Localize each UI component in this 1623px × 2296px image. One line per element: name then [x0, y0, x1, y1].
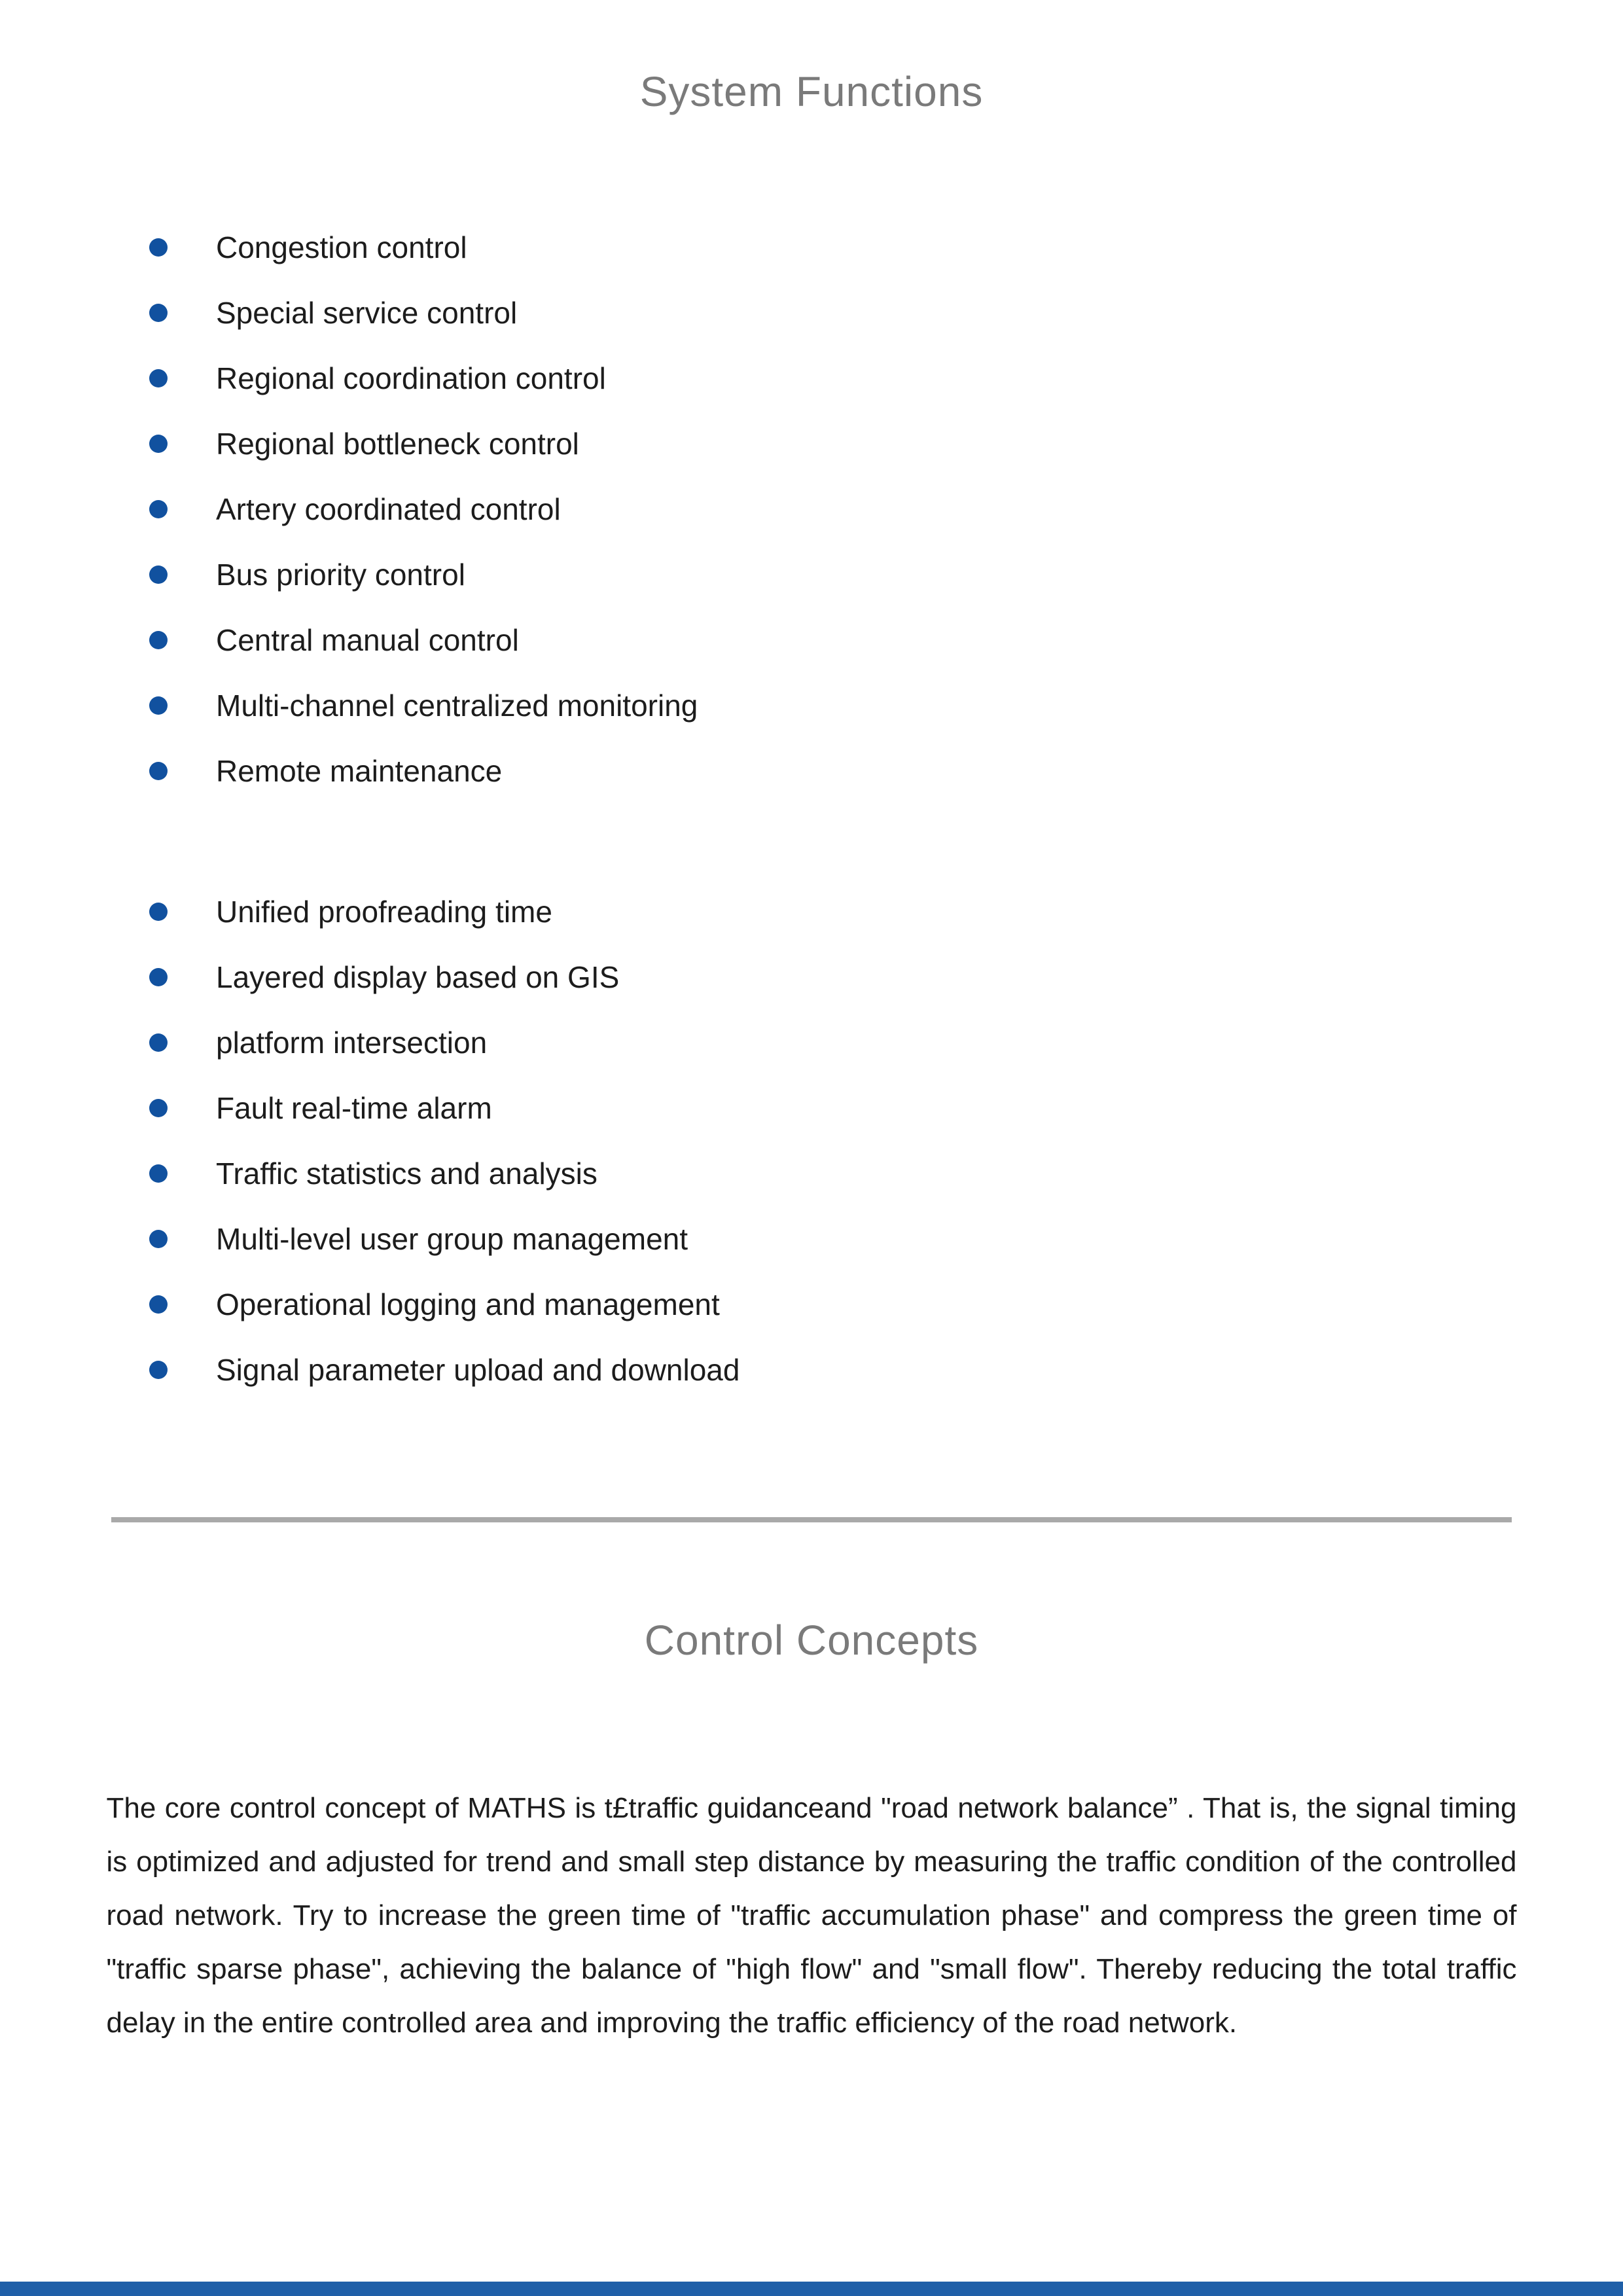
list-item-label: Multi-channel centralized monitoring: [216, 689, 698, 723]
list-item: [0, 346, 1623, 411]
bullet-icon: [149, 565, 168, 584]
list-item-label: Congestion control: [216, 230, 467, 264]
bullet-icon: [149, 1099, 168, 1117]
list-item-label: Traffic statistics and analysis: [216, 1157, 597, 1191]
list-item-label: Artery coordinated control: [216, 492, 561, 526]
list-item: [0, 215, 1623, 280]
bullet-icon: [149, 435, 168, 453]
list-item: [0, 607, 1623, 673]
list-item-label: Special service control: [216, 296, 518, 330]
list-item: [0, 673, 1623, 738]
bullet-icon: [149, 1230, 168, 1248]
list-item: [0, 944, 1623, 1010]
bullet-icon: [149, 696, 168, 715]
list-item: [0, 476, 1623, 542]
list-item: [0, 280, 1623, 346]
list-item-label: Layered display based on GIS: [216, 960, 620, 994]
section-divider: [111, 1517, 1512, 1522]
list-item-label: Remote maintenance: [216, 754, 503, 788]
list-item: [0, 1272, 1623, 1337]
page-title: System Functions: [639, 68, 984, 115]
list-item: [0, 879, 1623, 944]
bullet-icon: [149, 968, 168, 986]
list-item: [0, 1141, 1623, 1206]
list-item: [0, 411, 1623, 476]
bullet-icon: [149, 238, 168, 257]
list-item: [0, 1075, 1623, 1141]
list-item-label: Regional coordination control: [216, 361, 606, 395]
bullet-icon: [149, 1164, 168, 1183]
bullet-icon: [149, 1295, 168, 1314]
bullet-icon: [149, 500, 168, 518]
list-item: [0, 1337, 1623, 1403]
list-item-label: Operational logging and management: [216, 1287, 720, 1321]
list-item: [0, 1206, 1623, 1272]
list-item: [0, 542, 1623, 607]
list-item-label: Bus priority control: [216, 558, 465, 592]
section-title-control-concepts: Control Concepts: [644, 1617, 979, 1664]
list-item-label: Fault real-time alarm: [216, 1091, 492, 1125]
bullet-icon: [149, 304, 168, 322]
bullet-icon: [149, 631, 168, 649]
bullet-icon: [149, 369, 168, 387]
system-functions-list-secondary: [0, 879, 1623, 1403]
list-item: [0, 738, 1623, 804]
bullet-icon: [149, 1361, 168, 1379]
footer-accent-bar: [0, 2282, 1623, 2296]
system-functions-list-primary: [0, 215, 1623, 804]
bullet-icon: [149, 762, 168, 780]
list-item-label: Multi-level user group management: [216, 1222, 688, 1256]
bullet-icon: [149, 903, 168, 921]
list-item-label: platform intersection: [216, 1026, 488, 1060]
control-concepts-paragraph: The core control concept of MATHS is t£traffic guidanceand "road network balance” . That is, the signal timing is optimized and adjusted for trend and small step distance by measuring the traffic condition of the controlled road network. Try to increase the green time of "traffic accumulation phase" and compress the green time of "traffic sparse phase", achieving the balance of "high flow" and "small flow". Thereby reducing the total traffic delay in the entire controlled area and improving the traffic efficiency of the road network.: [106, 1792, 1517, 2039]
list-item: [0, 1010, 1623, 1075]
list-item-label: Central manual control: [216, 623, 519, 657]
list-item-label: Signal parameter upload and download: [216, 1353, 740, 1387]
bullet-icon: [149, 1033, 168, 1052]
list-item-label: Unified proofreading time: [216, 895, 552, 929]
list-item-label: Regional bottleneck control: [216, 427, 579, 461]
